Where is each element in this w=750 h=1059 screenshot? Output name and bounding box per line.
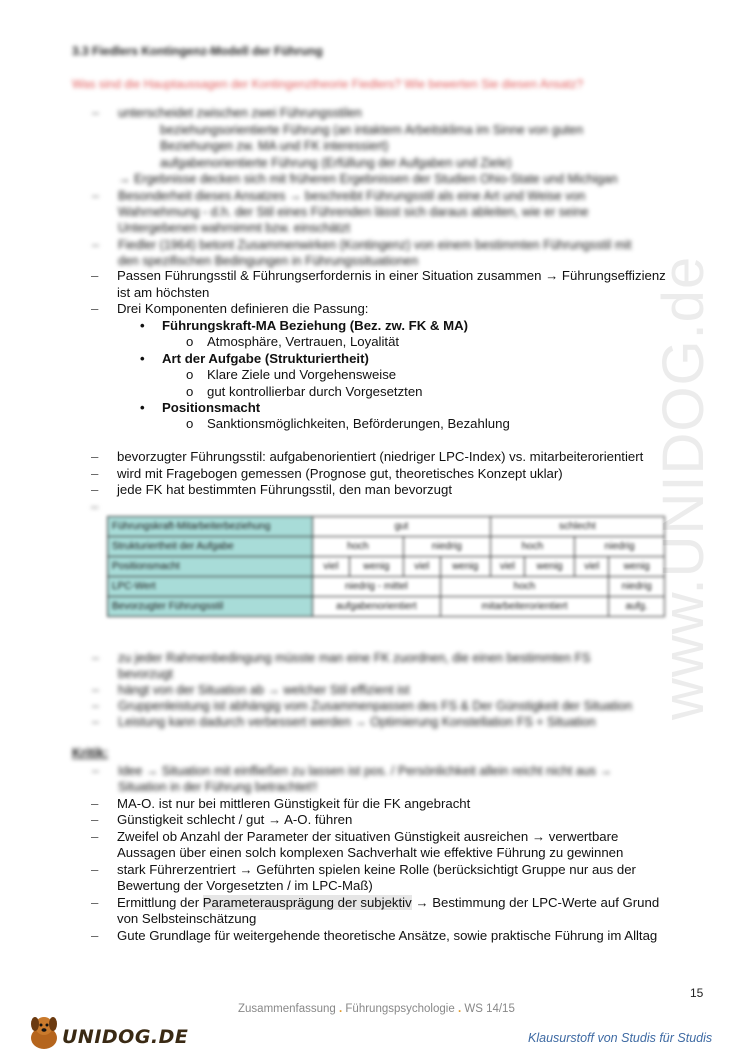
- list-item: – Leistung kann dadurch verbessert werden → Optimierung Konstellation FS + Situation: [118, 714, 596, 730]
- list-item: ist am höchsten: [117, 285, 210, 300]
- dog-icon: [24, 1012, 64, 1052]
- table-row: [108, 537, 665, 557]
- logo: [24, 1012, 189, 1052]
- sub-item: Klare Ziele und Vorgehensweise: [207, 367, 397, 382]
- bullet-icon: •: [140, 318, 145, 333]
- list-item: – zu jeder Rahmenbedingung müsste man eine FK zuordnen, die einen bestimmten FS: [118, 650, 591, 666]
- bullet-icon: •: [140, 351, 145, 366]
- table-cell: Führungskraft-Mitarbeiterbeziehung: [108, 517, 313, 537]
- table-cell: viel: [575, 557, 609, 577]
- list-item: – Fiedler (1964) betont Zusammenwirken (Kontingenz) von einem bestimmten Führungsstil mit: [118, 237, 631, 253]
- list-item: – hängt von der Situation ab → welcher Stil effizient ist: [118, 682, 410, 698]
- table-cell: viel: [403, 557, 440, 577]
- table-cell: hoch: [313, 537, 404, 557]
- list-item: aufgabenorientierte Führung (Erfüllung der Aufgaben und Ziele): [160, 156, 512, 170]
- highlighted-text: Parameterausprägung der subjektiv: [202, 895, 412, 910]
- list-item: – Günstigkeit schlecht / gut → A-O. führen: [117, 812, 352, 829]
- table-cell: hoch: [440, 577, 609, 597]
- table-cell: viel: [313, 557, 350, 577]
- table-cell: mitarbeiterorientiert: [440, 597, 609, 617]
- footer-text: Zusammenfassung: [238, 1003, 336, 1015]
- list-item: – Besonderheit dieses Ansatzes → beschreibt Führungsstil als eine Art und Weise von: [118, 188, 585, 204]
- list-item: – Zweifel ob Anzahl der Parameter der situativen Günstigkeit ausreichen → verwertbare: [117, 829, 618, 846]
- table-cell: niedrig: [609, 577, 665, 597]
- list-item: – unterscheidet zwischen zwei Führungsstilen: [118, 105, 362, 121]
- list-item: Beziehungen zw. MA und FK interessiert): [160, 139, 389, 153]
- table-cell: viel: [490, 557, 524, 577]
- table-cell: niedrig: [403, 537, 490, 557]
- list-item: den spezifischen Bedingungen in Führungssituationen: [118, 254, 419, 268]
- list-item: – Gruppenleistung ist abhängig vom Zusammenpassen des FS & Der Günstigkeit der Situation: [118, 698, 632, 714]
- table-cell: gut: [313, 517, 491, 537]
- table-row: [108, 597, 665, 617]
- text-span: Ermittlung der: [117, 895, 203, 910]
- footer-text: WS 14/15: [464, 1003, 515, 1015]
- circle-bullet-icon: o: [186, 416, 194, 431]
- sub-item: Sanktionsmöglichkeiten, Beförderungen, Bezahlung: [207, 416, 510, 431]
- table-cell: wenig: [525, 557, 575, 577]
- table-cell: hoch: [490, 537, 574, 557]
- table-cell: wenig: [349, 557, 403, 577]
- circle-bullet-icon: o: [186, 367, 194, 382]
- table-cell: niedrig: [575, 537, 665, 557]
- table-cell: wenig: [440, 557, 490, 577]
- table-row: [108, 557, 665, 577]
- separator-dot-icon: .: [457, 1003, 462, 1015]
- list-item: bevorzugt: [118, 667, 173, 681]
- list-item: – Idee → Situation mit einfließen zu lassen ist pos. / Persönlichkeit allein reicht nicht aus →: [118, 763, 612, 779]
- separator-dot-icon: .: [339, 1003, 343, 1015]
- component-2: Art der Aufgabe (Strukturiertheit): [162, 351, 369, 366]
- list-item: Wahrnehmung - d.h. der Stil eines Führenden lässt sich daraus ableiten, wie er seine: [118, 205, 589, 219]
- list-item: – MA-O. ist nur bei mittleren Günstigkeit für die FK angebracht: [117, 796, 470, 813]
- bullet-icon: •: [140, 400, 145, 415]
- footer-text: Führungspsychologie: [345, 1003, 455, 1015]
- page-number: 15: [690, 986, 704, 1000]
- question: Was sind die Hauptaussagen der Kontingenztheorie Fiedlers? Wie bewerten Sie diesen Ansatz?: [72, 77, 584, 91]
- list-item: – stark Führerzentriert → Geführten spielen keine Rolle (berücksichtigt Gruppe nur aus der: [117, 862, 636, 879]
- list-item: Untergebenen wahrnimmt bzw. einschätzt: [118, 221, 351, 235]
- section-heading: 3.3 Fiedlers Kontingenz-Modell der Führung: [72, 44, 323, 58]
- text-span: → Bestimmung der LPC-Werte auf Grund: [411, 895, 660, 910]
- table-row: [108, 577, 665, 597]
- fiedler-table: [107, 516, 665, 617]
- sub-item: gut kontrollierbar durch Vorgesetzten: [207, 384, 423, 399]
- watermark: www.UNIDOG.de: [651, 255, 716, 720]
- component-3: Positionsmacht: [162, 400, 261, 415]
- table-cell: niedrig - mittel: [313, 577, 441, 597]
- list-item: Aussagen über einen solch komplexen Sachverhalt wie effektive Führung zu gewinnen: [117, 845, 624, 860]
- table-cell: Strukturiertheit der Aufgabe: [108, 537, 313, 557]
- table-cell: LPC-Wert: [108, 577, 313, 597]
- list-item: – Passen Führungsstil & Führungserfordernis in einer Situation zusammen → Führungseffizienz: [117, 268, 666, 285]
- kritik-heading: Kritik:: [72, 746, 109, 760]
- list-item: → Ergebnisse decken sich mit früheren Ergebnissen der Studien Ohio-State und Michigan: [118, 172, 618, 186]
- table-cell: Bevorzugter Führungsstil: [108, 597, 313, 617]
- logo-text: UNIDOG.DE: [62, 1026, 189, 1048]
- list-item: – bevorzugter Führungsstil: aufgabenorientiert (niedriger LPC-Index) vs. mitarbeiterorientiert: [117, 449, 643, 466]
- list-item: Bewertung der Vorgesetzten / im LPC-Maß): [117, 878, 373, 893]
- table-cell: aufg.: [609, 597, 665, 617]
- list-item: – jede FK hat bestimmten Führungsstil, den man bevorzugt: [117, 482, 452, 499]
- list-item: – Drei Komponenten definieren die Passung:: [117, 301, 368, 318]
- table-cell: schlecht: [490, 517, 664, 537]
- table-cell: aufgabenorientiert: [313, 597, 441, 617]
- table-cell: Positionsmacht: [108, 557, 313, 577]
- sub-item: Atmosphäre, Vertrauen, Loyalität: [207, 334, 400, 349]
- circle-bullet-icon: o: [186, 334, 194, 349]
- circle-bullet-icon: o: [186, 384, 194, 399]
- list-item: von Selbsteinschätzung: [117, 911, 257, 926]
- table-cell: wenig: [609, 557, 665, 577]
- list-item: [117, 895, 659, 912]
- slogan: Klausurstoff von Studis für Studis: [528, 1031, 713, 1045]
- table-row: [108, 517, 665, 537]
- list-item: Situation in der Führung betrachtet!!: [118, 780, 318, 794]
- list-item: beziehungsorientierte Führung (an intaktem Arbeitsklima im Sinne von guten: [160, 123, 584, 137]
- footer: [238, 1003, 515, 1015]
- list-item: – Gute Grundlage für weitergehende theoretische Ansätze, sowie praktische Führung im Alltag: [117, 928, 657, 945]
- list-item: – wird mit Fragebogen gemessen (Prognose gut, theoretisches Konzept uklar): [117, 466, 563, 483]
- component-1: Führungskraft-MA Beziehung (Bez. zw. FK & MA): [162, 318, 468, 333]
